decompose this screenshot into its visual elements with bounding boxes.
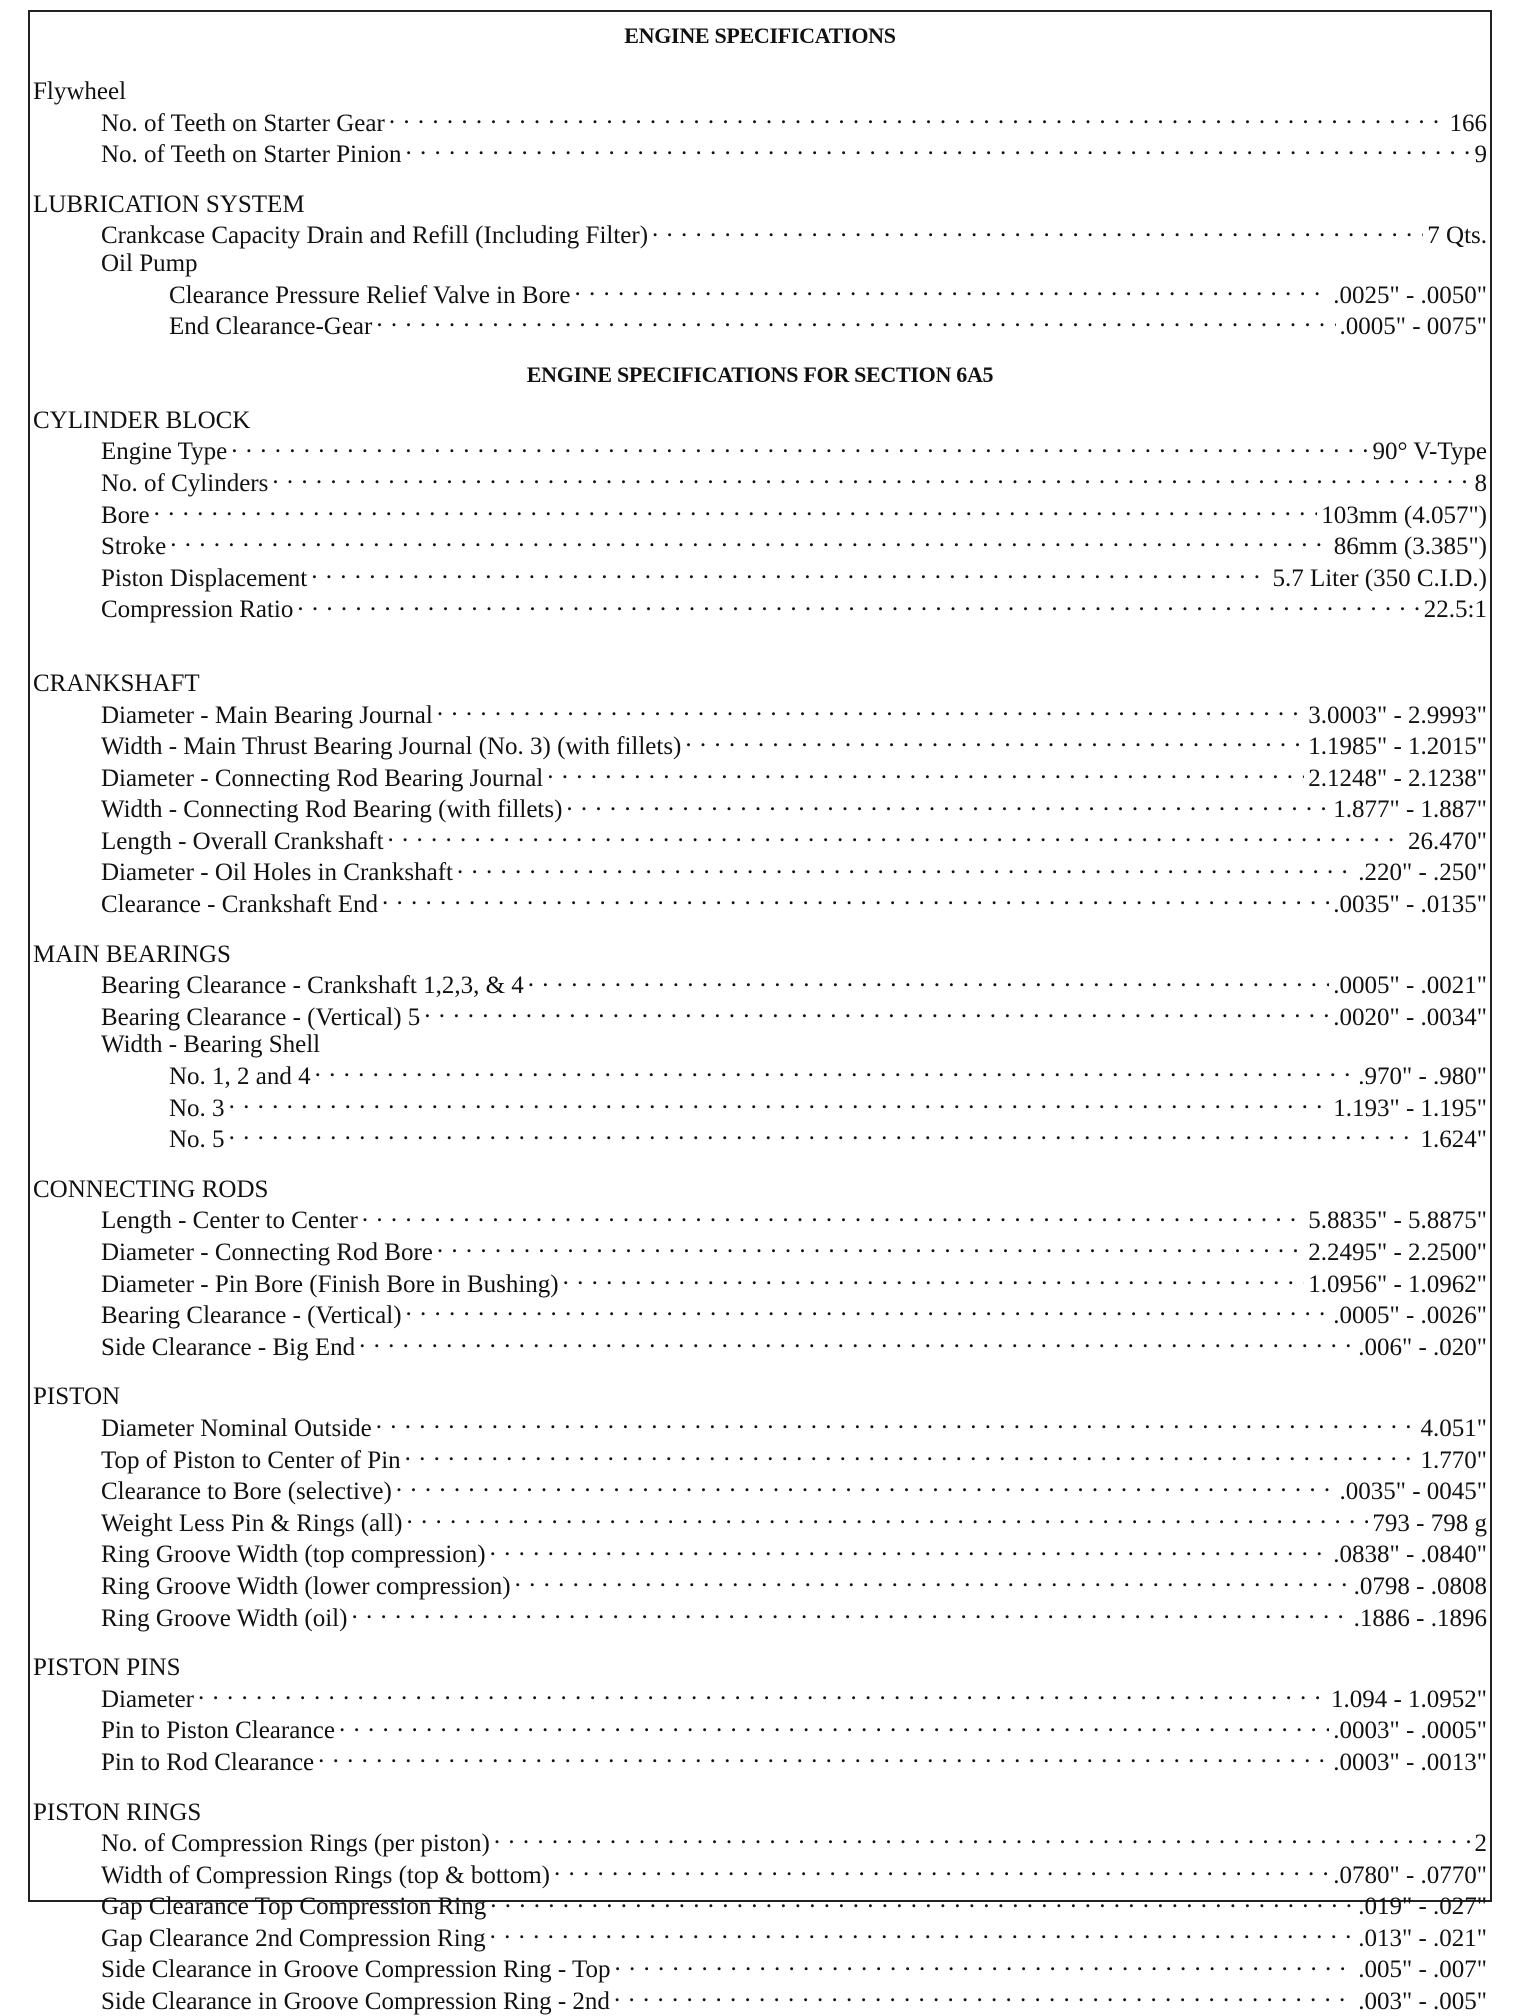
spec-row — [33, 1984, 1487, 2016]
spec-sheet-frame — [28, 10, 1492, 2016]
section-heading: LUBRICATION SYSTEM — [33, 190, 305, 218]
section-heading: PISTON — [33, 1383, 121, 1411]
section-heading: CONNECTING RODS — [33, 1175, 269, 1203]
spec-value: .0838" - .0840" — [1333, 1541, 1487, 1569]
spec-value: .005" - .007" — [1358, 1956, 1487, 1984]
spec-label: Clearance - Crankshaft End — [101, 891, 378, 919]
spec-label: Bore — [101, 501, 150, 529]
dot-leader — [437, 1235, 1304, 1260]
spec-row — [33, 1122, 1487, 1154]
spec-label: Gap Clearance Top Compression Ring — [101, 1893, 487, 1921]
dot-leader — [229, 1091, 1330, 1116]
spec-label: Ring Groove Width (top compression) — [101, 1541, 486, 1569]
spec-label: End Clearance-Gear — [169, 313, 373, 341]
dot-leader — [231, 434, 1368, 459]
spec-value: .0003" - .0005" — [1333, 1717, 1487, 1745]
spec-row — [33, 968, 1487, 1000]
section-title: ENGINE SPECIFICATIONS FOR SECTION 6A5 — [526, 361, 994, 387]
section-crankshaft — [33, 670, 1487, 919]
dot-leader — [198, 1682, 1327, 1707]
spec-label: Diameter - Main Bearing Journal — [101, 701, 433, 729]
spec-value: 8 — [1474, 469, 1487, 497]
dot-leader — [457, 855, 1354, 880]
spec-label: No. 5 — [169, 1126, 225, 1154]
spec-label: Gap Clearance 2nd Compression Ring — [101, 1924, 486, 1952]
spec-value: 86mm (3.385") — [1333, 533, 1487, 561]
dot-leader — [515, 1569, 1350, 1594]
dot-leader — [685, 729, 1304, 754]
dot-leader — [490, 1537, 1330, 1562]
dot-leader — [389, 106, 1446, 131]
spec-label: Length - Overall Crankshaft — [101, 827, 384, 855]
spec-sheet-content — [33, 12, 1487, 2016]
dot-leader — [388, 824, 1404, 849]
spec-row — [33, 792, 1487, 824]
spec-label: Clearance Pressure Relief Valve in Bore — [169, 281, 571, 309]
spec-row — [33, 1745, 1487, 1777]
spec-label: No. of Teeth on Starter Gear — [101, 109, 385, 137]
dot-leader — [563, 1267, 1305, 1292]
spec-row — [33, 1267, 1487, 1299]
dot-leader — [170, 529, 1329, 554]
spec-label: No. of Cylinders — [101, 469, 269, 497]
spec-label: Side Clearance in Groove Compression Ring - Top — [101, 1956, 611, 1984]
spec-row — [33, 1826, 1487, 1858]
spec-value: .006" - .020" — [1358, 1333, 1487, 1361]
spec-row — [33, 1235, 1487, 1267]
spec-row — [33, 1682, 1487, 1714]
spec-label: Width - Main Thrust Bearing Journal (No. 3) (with fillets) — [101, 733, 682, 761]
spec-label: Diameter Nominal Outside — [101, 1414, 372, 1442]
dot-leader — [351, 1601, 1349, 1626]
spec-label: No. of Compression Rings (per piston) — [101, 1830, 490, 1858]
spec-value: 1.0956" - 1.0962" — [1308, 1270, 1487, 1298]
dot-leader — [315, 1059, 1355, 1084]
spec-row — [33, 1506, 1487, 1538]
section-heading: MAIN BEARINGS — [33, 940, 231, 968]
section-piston-pins — [33, 1654, 1487, 1776]
spec-label: Diameter - Pin Bore (Finish Bore in Bushing) — [101, 1270, 559, 1298]
spec-label: Width of Compression Rings (top & bottom) — [101, 1861, 550, 1889]
section-cylinder-block — [33, 407, 1487, 624]
spec-value: .0798 - .0808 — [1353, 1572, 1487, 1600]
spec-label: Clearance to Bore (selective) — [101, 1478, 392, 1506]
spec-label: Bearing Clearance - Crankshaft 1,2,3, & 4 — [101, 972, 524, 1000]
spec-row — [33, 729, 1487, 761]
spec-label: Diameter - Connecting Rod Bore — [101, 1239, 433, 1266]
spec-row — [33, 824, 1487, 856]
spec-label: Crankcase Capacity Drain and Refill (Including Filter) — [101, 222, 649, 250]
spec-value: 26.470" — [1408, 827, 1487, 855]
spec-value: .220" - .250" — [1358, 859, 1487, 887]
spec-value: 2.1248" - 2.1238" — [1308, 764, 1487, 792]
spec-value: .0035" - 0045" — [1339, 1478, 1487, 1506]
subheading-width-bearing-shell: Width - Bearing Shell — [101, 1031, 321, 1059]
spec-label: Weight Less Pin & Rings (all) — [101, 1509, 403, 1537]
spec-row — [33, 1858, 1487, 1890]
spec-value: 3.0003" - 2.9993" — [1308, 701, 1487, 729]
spec-row — [33, 1601, 1487, 1633]
spec-value: 166 — [1449, 109, 1487, 137]
spec-row — [33, 218, 1487, 250]
spec-value: 1.770" — [1420, 1446, 1487, 1474]
spec-value: 90° V-Type — [1372, 438, 1487, 466]
spec-label: No. of Teeth on Starter Pinion — [101, 141, 402, 169]
spec-value: 5.8835" - 5.8875" — [1308, 1207, 1487, 1235]
dot-leader — [311, 561, 1268, 586]
dot-leader — [406, 1506, 1368, 1531]
spec-row — [33, 1411, 1487, 1443]
spec-value: .0035" - .0135" — [1333, 891, 1487, 919]
spec-value: 1.1985" - 1.2015" — [1308, 733, 1487, 761]
dot-leader — [376, 1411, 1417, 1436]
spec-row — [33, 1569, 1487, 1601]
dot-leader — [339, 1713, 1329, 1738]
spec-value: .0005" - 0075" — [1339, 313, 1487, 341]
spec-row — [33, 434, 1487, 466]
section-heading: CYLINDER BLOCK — [33, 406, 251, 434]
dot-leader — [297, 592, 1419, 617]
dot-leader — [615, 1952, 1355, 1977]
dot-leader — [376, 309, 1335, 334]
dot-leader — [437, 698, 1304, 723]
spec-value: .0003" - .0013" — [1333, 1748, 1487, 1776]
spec-row — [33, 1330, 1487, 1362]
dot-leader — [359, 1330, 1354, 1355]
spec-row — [33, 1889, 1487, 1921]
spec-label: Side Clearance in Groove Compression Ring - 2nd — [101, 1988, 610, 2016]
spec-label: Engine Type — [101, 438, 228, 466]
spec-row — [33, 1059, 1487, 1091]
spec-row — [33, 137, 1487, 169]
section-lubrication — [33, 191, 1487, 341]
spec-value: 2.2495" - 2.2500" — [1308, 1239, 1487, 1266]
spec-value: 5.7 Liter (350 C.I.D.) — [1272, 564, 1487, 592]
spec-row — [33, 1474, 1487, 1506]
spec-row — [33, 309, 1487, 341]
spec-row — [33, 1203, 1487, 1235]
dot-leader — [494, 1826, 1471, 1851]
section-piston — [33, 1383, 1487, 1632]
dot-leader — [424, 1000, 1329, 1025]
spec-value: .0005" - .0026" — [1333, 1302, 1487, 1330]
section-flywheel — [33, 78, 1487, 169]
subheading-oil-pump: Oil Pump — [101, 249, 198, 277]
spec-label: Diameter - Oil Holes in Crankshaft — [101, 859, 453, 887]
dot-leader — [318, 1745, 1329, 1770]
spec-label: Pin to Rod Clearance — [101, 1748, 315, 1776]
spec-value: 1.877" - 1.887" — [1333, 796, 1487, 824]
spec-row — [33, 592, 1487, 624]
section-heading: PISTON PINS — [33, 1654, 181, 1682]
dot-leader — [229, 1122, 1417, 1147]
spec-value: .1886 - .1896 — [1353, 1604, 1487, 1632]
spec-value: .019" - .027" — [1358, 1893, 1487, 1921]
spec-value: 1.094 - 1.0952" — [1330, 1685, 1487, 1713]
spec-value: .0005" - .0021" — [1333, 972, 1487, 1000]
page-title: ENGINE SPECIFICATIONS — [624, 23, 896, 48]
spec-label: Bearing Clearance - (Vertical) 5 — [101, 1003, 421, 1031]
spec-row — [33, 855, 1487, 887]
spec-value: 1.624" — [1420, 1126, 1487, 1154]
spec-label: Top of Piston to Center of Pin — [101, 1446, 401, 1474]
spec-value: 4.051" — [1420, 1414, 1487, 1442]
dot-leader — [547, 761, 1304, 786]
spec-value: 103mm (4.057") — [1321, 501, 1487, 529]
spec-row — [33, 278, 1487, 310]
spec-row — [33, 1952, 1487, 1984]
dot-leader — [574, 278, 1329, 303]
spec-row — [33, 761, 1487, 793]
dot-leader — [528, 968, 1329, 993]
spec-value: .0020" - .0034" — [1333, 1003, 1487, 1031]
spec-row — [33, 1921, 1487, 1953]
spec-row — [33, 1000, 1487, 1032]
spec-row — [33, 887, 1487, 919]
dot-leader — [490, 1921, 1355, 1946]
spec-value: .0025" - .0050" — [1333, 281, 1487, 309]
dot-leader — [490, 1889, 1354, 1914]
spec-row — [33, 1537, 1487, 1569]
spec-row — [33, 529, 1487, 561]
dot-leader — [405, 1443, 1417, 1468]
spec-row — [33, 1713, 1487, 1745]
dot-leader — [396, 1474, 1336, 1499]
spec-label: Ring Groove Width (lower compression) — [101, 1572, 511, 1600]
spec-label: Pin to Piston Clearance — [101, 1717, 335, 1745]
spec-label: Ring Groove Width (oil) — [101, 1604, 348, 1632]
section-piston-rings — [33, 1799, 1487, 2016]
spec-label: Length - Center to Center — [101, 1207, 358, 1235]
spec-value: 793 - 798 g — [1372, 1509, 1487, 1537]
spec-row — [33, 698, 1487, 730]
spec-label: Piston Displacement — [101, 564, 308, 592]
spec-label: Compression Ratio — [101, 596, 294, 624]
spec-label: No. 3 — [169, 1094, 225, 1122]
spec-row — [33, 106, 1487, 138]
spec-value: .0780" - .0770" — [1333, 1861, 1487, 1889]
dot-leader — [566, 792, 1329, 817]
dot-leader — [554, 1858, 1329, 1883]
dot-leader — [154, 498, 1318, 523]
spec-value: 9 — [1474, 141, 1487, 169]
spec-row — [33, 1298, 1487, 1330]
spec-row — [33, 498, 1487, 530]
spec-label: Stroke — [101, 533, 167, 561]
spec-value: 2 — [1474, 1830, 1487, 1858]
spec-label: Diameter — [101, 1685, 195, 1713]
spec-row — [33, 466, 1487, 498]
spec-value: 22.5:1 — [1423, 596, 1487, 624]
spec-value: 1.193" - 1.195" — [1333, 1094, 1487, 1122]
spec-value: 7 Qts. — [1427, 222, 1487, 250]
spec-value: .013" - .021" — [1358, 1924, 1487, 1952]
dot-leader — [652, 218, 1423, 243]
dot-leader — [362, 1203, 1304, 1228]
spec-row — [33, 1443, 1487, 1475]
spec-row — [33, 1091, 1487, 1123]
spec-label: Side Clearance - Big End — [101, 1333, 356, 1361]
dot-leader — [406, 137, 1471, 162]
section-main-bearings — [33, 941, 1487, 1154]
dot-leader — [272, 466, 1470, 491]
section-connecting-rods — [33, 1176, 1487, 1362]
section-heading: CRANKSHAFT — [33, 669, 200, 697]
section-heading: PISTON RINGS — [33, 1798, 202, 1826]
dot-leader — [406, 1298, 1330, 1323]
spec-label: Diameter - Connecting Rod Bearing Journal — [101, 764, 544, 792]
dot-leader — [614, 1984, 1354, 2009]
spec-row — [33, 561, 1487, 593]
section-heading: Flywheel — [33, 78, 127, 105]
spec-value: .970" - .980" — [1358, 1063, 1487, 1091]
dot-leader — [382, 887, 1329, 912]
spec-label: Width - Connecting Rod Bearing (with fillets) — [101, 796, 563, 824]
spec-label: Bearing Clearance - (Vertical) — [101, 1302, 402, 1330]
spec-label: No. 1, 2 and 4 — [169, 1063, 311, 1091]
spec-value: .003" - .005" — [1358, 1988, 1487, 2016]
